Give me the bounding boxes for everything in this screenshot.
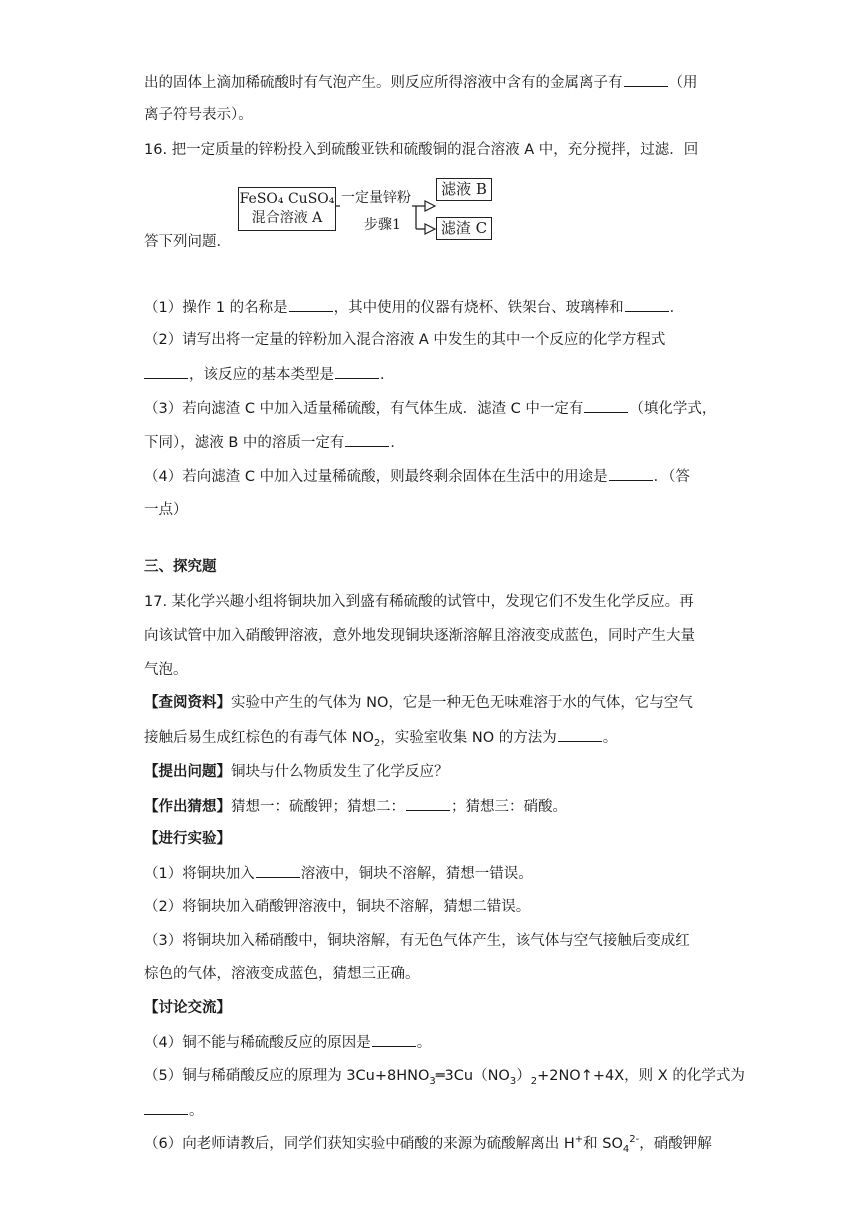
q16-text: （2）请写出将一定量的锌粉加入混合溶液 A 中发生的其中一个反应的化学方程式 bbox=[144, 332, 666, 348]
q16-text: （3）若向滤渣 C 中加入适量稀硫酸，有气体生成．滤渣 C 中一定有 bbox=[144, 401, 584, 417]
q16-text: ． bbox=[380, 367, 395, 383]
step-1-label: 步骤1 bbox=[364, 217, 401, 233]
discussion-heading: 【讨论交流】 bbox=[144, 1000, 231, 1016]
equation-text: （5）铜与稀硝酸反应的原理为 3Cu+8HNO bbox=[144, 1068, 430, 1084]
answer-blank[interactable] bbox=[289, 297, 333, 312]
q16-intro-line-1 bbox=[144, 140, 698, 160]
q17-text: （1）将铜块加入 bbox=[144, 866, 255, 882]
q16-intro-line-2 bbox=[144, 232, 231, 252]
q17-text: （2）将铜块加入硝酸钾溶液中，铜块不溶解，猜想二错误。 bbox=[144, 899, 531, 915]
q16-text: （填化学式， bbox=[629, 401, 717, 417]
q17-experiment-heading-line bbox=[144, 829, 231, 849]
q16-part-2-line-2 bbox=[144, 364, 395, 385]
q17-text: 气泡。 bbox=[144, 662, 188, 678]
equation-text: ═3Cu（NO bbox=[435, 1068, 510, 1084]
q16-part-1 bbox=[144, 297, 684, 318]
section-title: 三、探究题 bbox=[144, 559, 217, 575]
q17-exp-2 bbox=[144, 897, 530, 917]
q17-text: 溶液中，铜块不溶解，猜想一错误。 bbox=[300, 866, 533, 882]
q17-reference-line-2 bbox=[144, 727, 617, 748]
q17-exp-1 bbox=[144, 863, 533, 884]
q17-disc-5-line-2 bbox=[144, 1100, 204, 1121]
q17-text: ，硝酸钾解 bbox=[639, 1136, 712, 1152]
subscript: 4 bbox=[622, 1143, 630, 1155]
q17-text: 。 bbox=[416, 1035, 432, 1051]
q15-text: 离子符号表示）。 bbox=[144, 107, 253, 123]
answer-blank[interactable] bbox=[609, 466, 653, 481]
superscript: 2- bbox=[629, 1134, 640, 1146]
q17-hypothesis-line bbox=[144, 796, 567, 817]
equation-text: ） bbox=[516, 1068, 531, 1084]
q16-part-3-line-1 bbox=[144, 398, 716, 419]
hypothesis-heading: 【作出猜想】 bbox=[144, 799, 231, 815]
q16-text: ，其中使用的仪器有烧杯、铁架台、玻璃棒和 bbox=[333, 300, 624, 316]
arrow-label-zinc: 一定量锌粉 bbox=[340, 187, 412, 207]
filtrate-b-box: 滤液 B bbox=[436, 178, 492, 201]
answer-blank[interactable] bbox=[144, 1100, 188, 1115]
q17-text: 。 bbox=[189, 1103, 204, 1119]
q17-disc-5-line-1 bbox=[144, 1066, 745, 1086]
answer-blank[interactable] bbox=[372, 1032, 416, 1047]
q16-part-4-line-2 bbox=[144, 500, 188, 520]
q17-text: （6）向老师请教后，同学们获知实验中硝酸的来源为硫酸解离出 H bbox=[144, 1136, 575, 1152]
q17-text: （3）将铜块加入稀硝酸中，铜块溶解，有无色气体产生，该气体与空气接触后变成红 bbox=[144, 933, 690, 949]
answer-blank[interactable] bbox=[625, 297, 669, 312]
subscript: 3 bbox=[509, 1075, 517, 1087]
q17-text: 猜想一：硫酸钾；猜想二： bbox=[231, 799, 405, 815]
q17-intro-line-2 bbox=[144, 626, 695, 646]
subscript: 2 bbox=[373, 737, 381, 749]
q17-text: 和 SO bbox=[583, 1136, 623, 1152]
answer-blank[interactable] bbox=[624, 72, 668, 87]
q16-part-3-line-2 bbox=[144, 432, 405, 453]
q17-text: 17. 某化学兴趣小组将铜块加入到盛有稀硫酸的试管中，发现它们不发生化学反应。再 bbox=[144, 594, 694, 610]
q15-text: （用 bbox=[668, 75, 698, 91]
superscript: + bbox=[574, 1134, 584, 1146]
q16-text: ． bbox=[669, 300, 685, 316]
q16-part-4-line-1 bbox=[144, 466, 690, 487]
q15-line-2 bbox=[144, 105, 253, 125]
q16-intro: 答下列问题． bbox=[144, 234, 231, 250]
q17-text: 棕色的气体，溶液变成蓝色，猜想三正确。 bbox=[144, 966, 420, 982]
q17-text: 实验中产生的气体为 NO，它是一种无色无味难溶于水的气体，它与空气 bbox=[231, 695, 693, 711]
q17-text: 向该试管中加入硝酸钾溶液，意外地发现铜块逐渐溶解且溶液变成蓝色，同时产生大量 bbox=[144, 628, 695, 644]
q17-intro-line-3 bbox=[144, 660, 188, 680]
q17-text: 铜块与什么物质发生了化学反应？ bbox=[231, 764, 449, 780]
q17-question-line bbox=[144, 762, 449, 782]
q16-text: ．（答 bbox=[653, 469, 690, 485]
experiment-heading: 【进行实验】 bbox=[144, 831, 231, 847]
q17-text: ；猜想三：硝酸。 bbox=[451, 799, 567, 815]
q17-text: （4）铜不能与稀硫酸反应的原因是 bbox=[144, 1035, 371, 1051]
answer-blank[interactable] bbox=[345, 432, 389, 447]
q15-text: 出的固体上滴加稀硫酸时有气泡产生。则反应所得溶液中含有的金属离子有 bbox=[144, 75, 623, 91]
process-diagram bbox=[236, 180, 498, 248]
q17-intro-line-1 bbox=[144, 592, 694, 612]
q16-text: 一点） bbox=[144, 502, 188, 518]
answer-blank[interactable] bbox=[584, 398, 628, 413]
question-heading: 【提出问题】 bbox=[144, 764, 231, 780]
q17-text: 。 bbox=[602, 730, 618, 746]
q17-discussion-heading-line bbox=[144, 998, 231, 1018]
residue-c-box: 滤渣 C bbox=[436, 217, 492, 240]
answer-blank[interactable] bbox=[256, 863, 300, 878]
mixed-solution-label: 混合溶液 A bbox=[251, 210, 323, 226]
mixed-solution-formula: FeSO₄ CuSO₄ bbox=[239, 191, 335, 207]
answer-blank[interactable] bbox=[144, 364, 188, 379]
answer-blank[interactable] bbox=[406, 796, 450, 811]
q15-line-1 bbox=[144, 72, 698, 93]
reference-heading: 【查阅资料】 bbox=[144, 695, 231, 711]
q16-text: （4）若向滤渣 C 中加入过量稀硫酸，则最终剩余固体在生活中的用途是 bbox=[144, 469, 608, 485]
q16-intro: 16. 把一定质量的锌粉投入到硫酸亚铁和硫酸铜的混合溶液 A 中，充分搅拌，过滤．回 bbox=[144, 142, 699, 158]
q16-text: ，该反应的基本类型是 bbox=[189, 367, 334, 383]
q17-disc-4 bbox=[144, 1032, 431, 1053]
answer-blank[interactable] bbox=[335, 364, 379, 379]
q17-text: ，实验室收集 NO 的方法为 bbox=[380, 730, 557, 746]
q16-part-2-line-1 bbox=[144, 330, 665, 350]
subscript: 2 bbox=[530, 1075, 538, 1087]
q17-reference-line-1 bbox=[144, 693, 693, 713]
q17-disc-6 bbox=[144, 1134, 712, 1154]
equation-text: +2NO↑+4X，则 X 的化学式为 bbox=[537, 1068, 745, 1084]
q17-exp-3-line-2 bbox=[144, 964, 420, 984]
q16-text: （1）操作 1 的名称是 bbox=[144, 300, 288, 316]
q16-text: ． bbox=[390, 435, 405, 451]
q17-text: 接触后易生成红棕色的有毒气体 NO bbox=[144, 730, 374, 746]
subscript: 3 bbox=[429, 1075, 436, 1087]
q16-text: 下同），滤液 B 中的溶质一定有 bbox=[144, 435, 345, 451]
q17-exp-3-line-1 bbox=[144, 931, 690, 951]
answer-blank[interactable] bbox=[558, 727, 602, 742]
mixed-solution-box bbox=[238, 187, 336, 231]
